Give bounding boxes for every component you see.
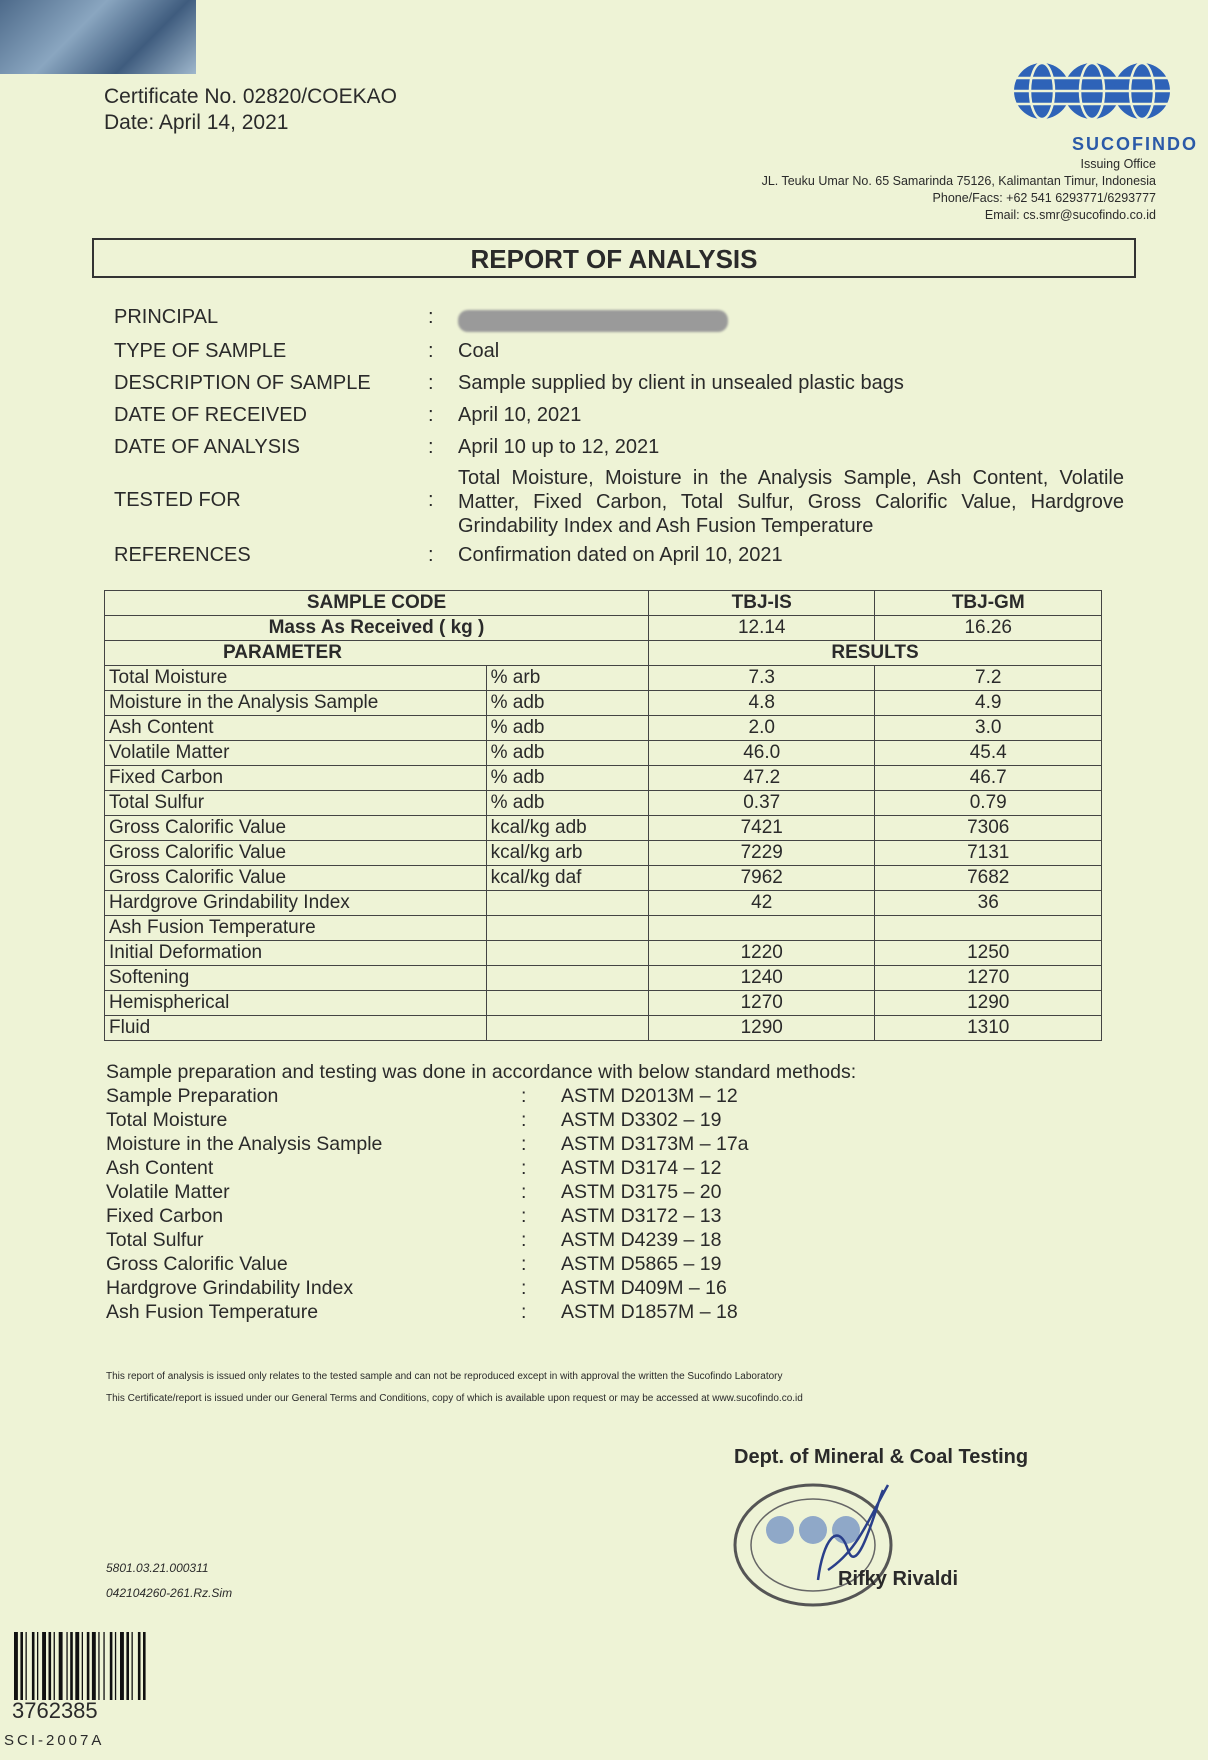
parameter-cell: Hardgrove Grindability Index	[105, 891, 487, 916]
table-row	[105, 816, 1102, 841]
unit-cell: % arb	[486, 666, 648, 691]
info-row	[114, 544, 1124, 574]
method-colon: :	[521, 1253, 527, 1275]
reference-code: 5801.03.21.000311	[106, 1561, 209, 1575]
info-label: DATE OF RECEIVED	[114, 404, 307, 426]
barcode-bar	[59, 1632, 63, 1700]
table-row	[105, 891, 1102, 916]
parameter-cell: Gross Calorific Value	[105, 866, 487, 891]
table-row	[105, 991, 1102, 1016]
info-value: Confirmation dated on April 10, 2021	[458, 544, 783, 566]
office-line: Phone/Facs: +62 541 6293771/6293777	[932, 191, 1156, 205]
code-tbj-gm: TBJ-GM	[875, 591, 1102, 616]
method-standard: ASTM D3175 – 20	[561, 1181, 722, 1203]
result-cell-tbj-is: 7962	[648, 866, 874, 891]
result-cell-tbj-is: 1270	[648, 991, 874, 1016]
method-colon: :	[521, 1133, 527, 1155]
barcode-bar	[143, 1632, 146, 1700]
unit-cell	[486, 941, 648, 966]
barcode-bar	[42, 1632, 46, 1700]
unit-cell	[486, 916, 648, 941]
method-colon: :	[521, 1109, 527, 1131]
barcode-bar	[75, 1632, 79, 1700]
result-cell-tbj-is: 1220	[648, 941, 874, 966]
info-value: April 10 up to 12, 2021	[458, 436, 660, 458]
barcode-bar	[14, 1632, 18, 1700]
office-line: Issuing Office	[1080, 157, 1156, 171]
barcode-bar	[49, 1632, 52, 1700]
method-row	[106, 1108, 1006, 1132]
unit-cell: kcal/kg daf	[486, 866, 648, 891]
parameter-header: PARAMETER	[105, 641, 649, 666]
result-cell-tbj-is: 7421	[648, 816, 874, 841]
info-colon: :	[428, 340, 434, 362]
code-tbj-is: TBJ-IS	[648, 591, 874, 616]
result-cell-tbj-gm: 7682	[875, 866, 1102, 891]
method-standard: ASTM D2013M – 12	[561, 1085, 738, 1107]
parameter-cell: Moisture in the Analysis Sample	[105, 691, 487, 716]
mass-value: 16.26	[875, 616, 1102, 641]
office-line: JL. Teuku Umar No. 65 Samarinda 75126, Kalimantan Timur, Indonesia	[761, 174, 1156, 188]
unit-cell: % adb	[486, 716, 648, 741]
method-colon: :	[521, 1277, 527, 1299]
unit-cell: kcal/kg adb	[486, 816, 648, 841]
table-header-row	[105, 616, 1102, 641]
info-row	[114, 404, 1124, 436]
result-cell-tbj-gm: 7131	[875, 841, 1102, 866]
method-label: Ash Fusion Temperature	[106, 1301, 319, 1323]
redaction-mark	[458, 310, 728, 332]
method-row	[106, 1156, 1006, 1180]
method-label: Hardgrove Grindability Index	[106, 1277, 354, 1299]
barcode-bar	[126, 1632, 129, 1700]
table-row	[105, 841, 1102, 866]
barcode-number: 3762385	[12, 1698, 98, 1723]
unit-cell	[486, 966, 648, 991]
result-cell-tbj-gm: 3.0	[875, 716, 1102, 741]
sucofindo-logo	[1012, 56, 1172, 126]
barcode-bar	[70, 1632, 73, 1700]
barcode-bar	[32, 1632, 35, 1700]
info-colon: :	[428, 404, 434, 426]
signer-name: Rifky Rivaldi	[838, 1568, 959, 1590]
method-standard: ASTM D409M – 16	[561, 1277, 727, 1299]
department-name: Dept. of Mineral & Coal Testing	[734, 1446, 1029, 1468]
info-label: DESCRIPTION OF SAMPLE	[114, 372, 371, 394]
barcode-bar	[98, 1632, 99, 1700]
parameter-cell: Total Moisture	[105, 666, 487, 691]
info-value: April 10, 2021	[458, 404, 582, 426]
footer-note: This report of analysis is issued only relates to the tested sample and can not be reproduced except in with approval the written the Sucofindo Laboratory	[106, 1371, 783, 1382]
methods-list	[106, 1084, 1006, 1324]
method-label: Total Sulfur	[106, 1229, 204, 1251]
result-cell-tbj-gm: 36	[875, 891, 1102, 916]
method-standard: ASTM D3173M – 17a	[561, 1133, 749, 1155]
parameter-cell: Ash Fusion Temperature	[105, 916, 487, 941]
barcode-bar	[54, 1632, 55, 1700]
result-cell-tbj-gm	[875, 916, 1102, 941]
method-label: Moisture in the Analysis Sample	[106, 1133, 383, 1155]
method-label: Ash Content	[106, 1157, 214, 1179]
brand-name: SUCOFINDO	[1072, 134, 1198, 154]
result-cell-tbj-is: 1290	[648, 1016, 874, 1041]
sample-info	[114, 306, 1124, 574]
method-colon: :	[521, 1205, 527, 1227]
result-cell-tbj-gm: 1270	[875, 966, 1102, 991]
method-row	[106, 1276, 1006, 1300]
result-cell-tbj-is: 7.3	[648, 666, 874, 691]
unit-cell	[486, 991, 648, 1016]
certificate-date: Date: April 14, 2021	[104, 111, 289, 134]
parameter-cell: Total Sulfur	[105, 791, 487, 816]
barcode-bar	[132, 1632, 133, 1700]
result-cell-tbj-is: 47.2	[648, 766, 874, 791]
unit-cell: % adb	[486, 766, 648, 791]
result-cell-tbj-gm: 46.7	[875, 766, 1102, 791]
info-colon: :	[428, 544, 434, 566]
result-cell-tbj-is	[648, 916, 874, 941]
method-standard: ASTM D3174 – 12	[561, 1157, 722, 1179]
result-cell-tbj-gm: 45.4	[875, 741, 1102, 766]
barcode-bar	[138, 1632, 141, 1700]
method-row	[106, 1252, 1006, 1276]
unit-cell: % adb	[486, 791, 648, 816]
info-colon: :	[428, 436, 434, 458]
info-value: Total Moisture, Moisture in the Analysis Sample, Ash Content, Volatile Matter, Fixed Carbon, Total Sulfur, Gross Calorific Value, Hardgrove Grindability Index and Ash Fusion Temperature	[458, 467, 1124, 537]
parameter-cell: Volatile Matter	[105, 741, 487, 766]
info-colon: :	[428, 372, 434, 394]
report-title: REPORT OF ANALYSIS	[92, 238, 1136, 278]
info-label: TESTED FOR	[114, 489, 241, 511]
barcode-bar	[82, 1632, 83, 1700]
result-cell-tbj-gm: 4.9	[875, 691, 1102, 716]
result-cell-tbj-is: 42	[648, 891, 874, 916]
method-colon: :	[521, 1301, 527, 1323]
info-value: Coal	[458, 340, 500, 362]
method-row	[106, 1204, 1006, 1228]
info-row	[114, 466, 1124, 544]
table-row	[105, 791, 1102, 816]
barcode-bar	[20, 1632, 23, 1700]
parameter-cell: Gross Calorific Value	[105, 841, 487, 866]
issuing-office	[762, 156, 1156, 224]
method-row	[106, 1300, 1006, 1324]
table-row	[105, 766, 1102, 791]
unit-cell	[486, 1016, 648, 1041]
method-label: Gross Calorific Value	[106, 1253, 288, 1275]
parameter-cell: Fixed Carbon	[105, 766, 487, 791]
parameter-cell: Ash Content	[105, 716, 487, 741]
corner-photo	[0, 0, 196, 74]
unit-cell: kcal/kg arb	[486, 841, 648, 866]
office-line: Email: cs.smr@sucofindo.co.id	[984, 208, 1156, 222]
result-cell-tbj-is: 1240	[648, 966, 874, 991]
table-row	[105, 1016, 1102, 1041]
method-row	[106, 1084, 1006, 1108]
certificate-header	[104, 84, 397, 136]
table-row	[105, 966, 1102, 991]
barcode-bar	[110, 1632, 113, 1700]
mass-value: 12.14	[648, 616, 874, 641]
result-cell-tbj-gm: 7306	[875, 816, 1102, 841]
mass-header: Mass As Received ( kg )	[105, 616, 649, 641]
result-cell-tbj-is: 2.0	[648, 716, 874, 741]
form-code: SCI-2007A	[4, 1732, 105, 1749]
table-header-row	[105, 591, 1102, 616]
reference-code: 042104260-261.Rz.Sim	[106, 1586, 233, 1600]
barcode	[12, 1632, 182, 1702]
info-row	[114, 372, 1124, 404]
barcode-bar	[26, 1632, 27, 1700]
info-colon: :	[428, 489, 434, 511]
certificate-number: Certificate No. 02820/COEKAO	[104, 85, 397, 108]
method-standard: ASTM D3302 – 19	[561, 1109, 722, 1131]
unit-cell: % adb	[486, 691, 648, 716]
method-colon: :	[521, 1181, 527, 1203]
method-label: Total Moisture	[106, 1109, 228, 1131]
method-colon: :	[521, 1085, 527, 1107]
table-row	[105, 691, 1102, 716]
footer-note: This Certificate/report is issued under our General Terms and Conditions, copy of which is available upon request or may be accessed at www.sucofindo.co.id	[106, 1393, 803, 1404]
method-label: Sample Preparation	[106, 1085, 279, 1107]
method-standard: ASTM D5865 – 19	[561, 1253, 722, 1275]
result-cell-tbj-is: 0.37	[648, 791, 874, 816]
result-cell-tbj-gm: 1290	[875, 991, 1102, 1016]
result-cell-tbj-is: 46.0	[648, 741, 874, 766]
method-colon: :	[521, 1229, 527, 1251]
sample-code-header: SAMPLE CODE	[105, 591, 649, 616]
barcode-bar	[37, 1632, 38, 1700]
method-standard: ASTM D1857M – 18	[561, 1301, 738, 1323]
result-cell-tbj-gm: 1250	[875, 941, 1102, 966]
info-label: PRINCIPAL	[114, 306, 219, 328]
info-value: Sample supplied by client in unsealed plastic bags	[458, 372, 904, 394]
info-label: DATE OF ANALYSIS	[114, 436, 300, 458]
results-table	[104, 590, 1102, 1041]
parameter-cell: Initial Deformation	[105, 941, 487, 966]
parameter-cell: Fluid	[105, 1016, 487, 1041]
info-label: TYPE OF SAMPLE	[114, 340, 287, 362]
barcode-bar	[115, 1632, 116, 1700]
method-row	[106, 1228, 1006, 1252]
method-standard: ASTM D4239 – 18	[561, 1229, 722, 1251]
result-cell-tbj-gm: 7.2	[875, 666, 1102, 691]
info-row-principal	[114, 306, 1124, 340]
result-cell-tbj-gm: 1310	[875, 1016, 1102, 1041]
table-row	[105, 941, 1102, 966]
table-row	[105, 716, 1102, 741]
method-colon: :	[521, 1157, 527, 1179]
info-colon: :	[428, 306, 434, 328]
table-row	[105, 916, 1102, 941]
table-header-row	[105, 641, 1102, 666]
result-cell-tbj-gm: 0.79	[875, 791, 1102, 816]
methods-section	[106, 1060, 1006, 1324]
table-row	[105, 741, 1102, 766]
parameter-cell: Gross Calorific Value	[105, 816, 487, 841]
method-row	[106, 1180, 1006, 1204]
info-label: REFERENCES	[114, 544, 251, 566]
principal-redacted	[458, 306, 1124, 338]
table-row	[105, 666, 1102, 691]
barcode-bar	[87, 1632, 90, 1700]
reference-codes	[106, 1556, 232, 1606]
result-cell-tbj-is: 4.8	[648, 691, 874, 716]
table-row	[105, 866, 1102, 891]
barcode-bar	[103, 1632, 104, 1700]
barcode-bar	[120, 1632, 124, 1700]
barcode-bar	[66, 1632, 67, 1700]
method-label: Volatile Matter	[106, 1181, 230, 1203]
results-header: RESULTS	[648, 641, 1101, 666]
info-row	[114, 436, 1124, 466]
parameter-cell: Hemispherical	[105, 991, 487, 1016]
method-label: Fixed Carbon	[106, 1205, 224, 1227]
barcode-bar	[92, 1632, 96, 1700]
parameter-cell: Softening	[105, 966, 487, 991]
info-row	[114, 340, 1124, 372]
result-cell-tbj-is: 7229	[648, 841, 874, 866]
unit-cell: % adb	[486, 741, 648, 766]
method-standard: ASTM D3172 – 13	[561, 1205, 722, 1227]
footer-notes	[106, 1366, 803, 1410]
method-row	[106, 1132, 1006, 1156]
methods-intro: Sample preparation and testing was done in accordance with below standard methods:	[106, 1061, 857, 1083]
unit-cell	[486, 891, 648, 916]
